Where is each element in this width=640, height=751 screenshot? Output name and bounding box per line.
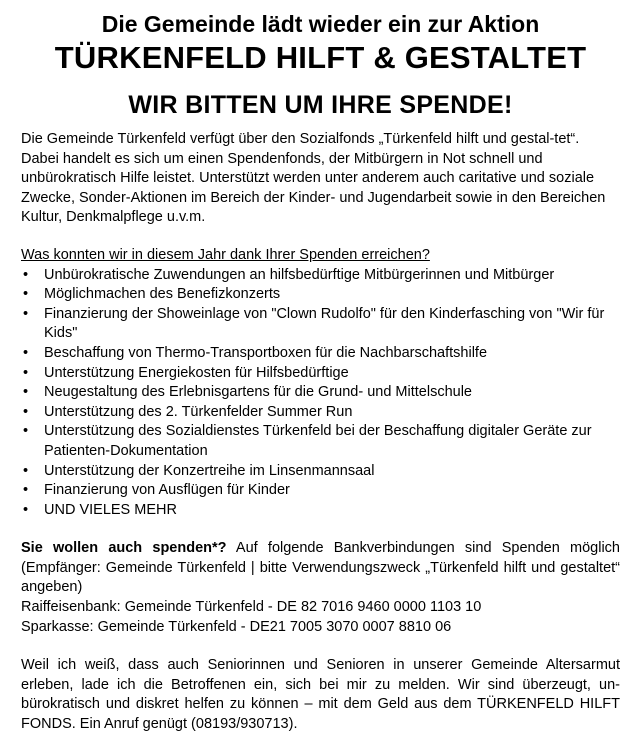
- donation-appeal-heading: WIR BITTEN UM IHRE SPENDE!: [128, 91, 513, 119]
- list-item: • Unterstützung Energiekosten für Hilfsbedürftige: [21, 364, 620, 384]
- closing-paragraph: Weil ich weiß, dass auch Seniorinnen und Senioren in unserer Gemeinde Altersarmut erleben, lade ich die Betroffenen ein, sich bei mir zu melden. Wir sind überzeugt, un-bürokratisch und diskret helfen zu können – mit dem Geld aus dem TÜRKENFELD HILFT FONDS. Ein Anruf genügt (08193/930713).: [21, 657, 620, 733]
- list-item: • Finanzierung von Ausflügen für Kinder: [21, 481, 620, 501]
- donation-lead: Sie wollen auch spenden*?: [21, 540, 227, 557]
- invitation-line: Die Gemeinde lädt wieder ein zur Aktion: [101, 11, 540, 37]
- list-item: • Neugestaltung des Erlebnisgartens für die Grund- und Mittelschule: [21, 383, 620, 403]
- list-item: • Unbürokratische Zuwendungen an hilfsbedürftige Mitbürgerinnen und Mitbürger: [21, 266, 620, 286]
- list-item: • Finanzierung der Showeinlage von "Clown Rudolfo" für den Kinderfasching von "Wir für Kids": [21, 305, 620, 344]
- donation-text: Auf folgende Bankverbindungen sind Spenden möglich (Empfänger: Gemeinde Türkenfeld | bitte Verwendungszweck „Türkenfeld hilft und gestaltet“ angeben): [21, 540, 620, 596]
- donation-paragraph: [21, 539, 620, 598]
- list-item: • Unterstützung des 2. Türkenfelder Summer Run: [21, 403, 620, 423]
- achievements-list: [21, 266, 620, 521]
- list-item: • Möglichmachen des Benefizkonzerts: [21, 285, 620, 305]
- achievements-heading: Was konnten wir in diesem Jahr dank Ihrer Spenden erreichen?: [21, 246, 430, 263]
- list-item: • UND VIELES MEHR: [21, 501, 620, 521]
- bank-raiffeisen: Raiffeisenbank: Gemeinde Türkenfeld - DE 82 7016 9460 0000 1103 10: [21, 599, 482, 616]
- intro-paragraph: Die Gemeinde Türkenfeld verfügt über den Sozialfonds „Türkenfeld hilft und gestal-tet“. Dabei handelt es sich um einen Spendenfonds, der Mitbürgern in Not schnell und unbürokratisch Hilfe leistet. Unterstützt werden unter anderem auch caritative und soziale Zwecke, Sonder-Aktionen im Bereich der Kinder- und Jugendarbeit sowie in den Bereichen Kultur, Denkmalpflege u.v.m.: [21, 131, 606, 226]
- list-item: • Unterstützung der Konzertreihe im Linsenmannsaal: [21, 462, 620, 482]
- bank-sparkasse: Sparkasse: Gemeinde Türkenfeld - DE21 7005 3070 0007 8810 06: [21, 618, 452, 635]
- list-item: • Beschaffung von Thermo-Transportboxen für die Nachbarschaftshilfe: [21, 344, 620, 364]
- list-item: • Unterstützung des Sozialdienstes Türkenfeld bei der Beschaffung digitaler Geräte zur Patienten-Dokumentation: [21, 422, 620, 461]
- campaign-title: TÜRKENFELD HILFT & GESTALTET: [54, 40, 587, 75]
- flyer-page: [0, 10, 640, 751]
